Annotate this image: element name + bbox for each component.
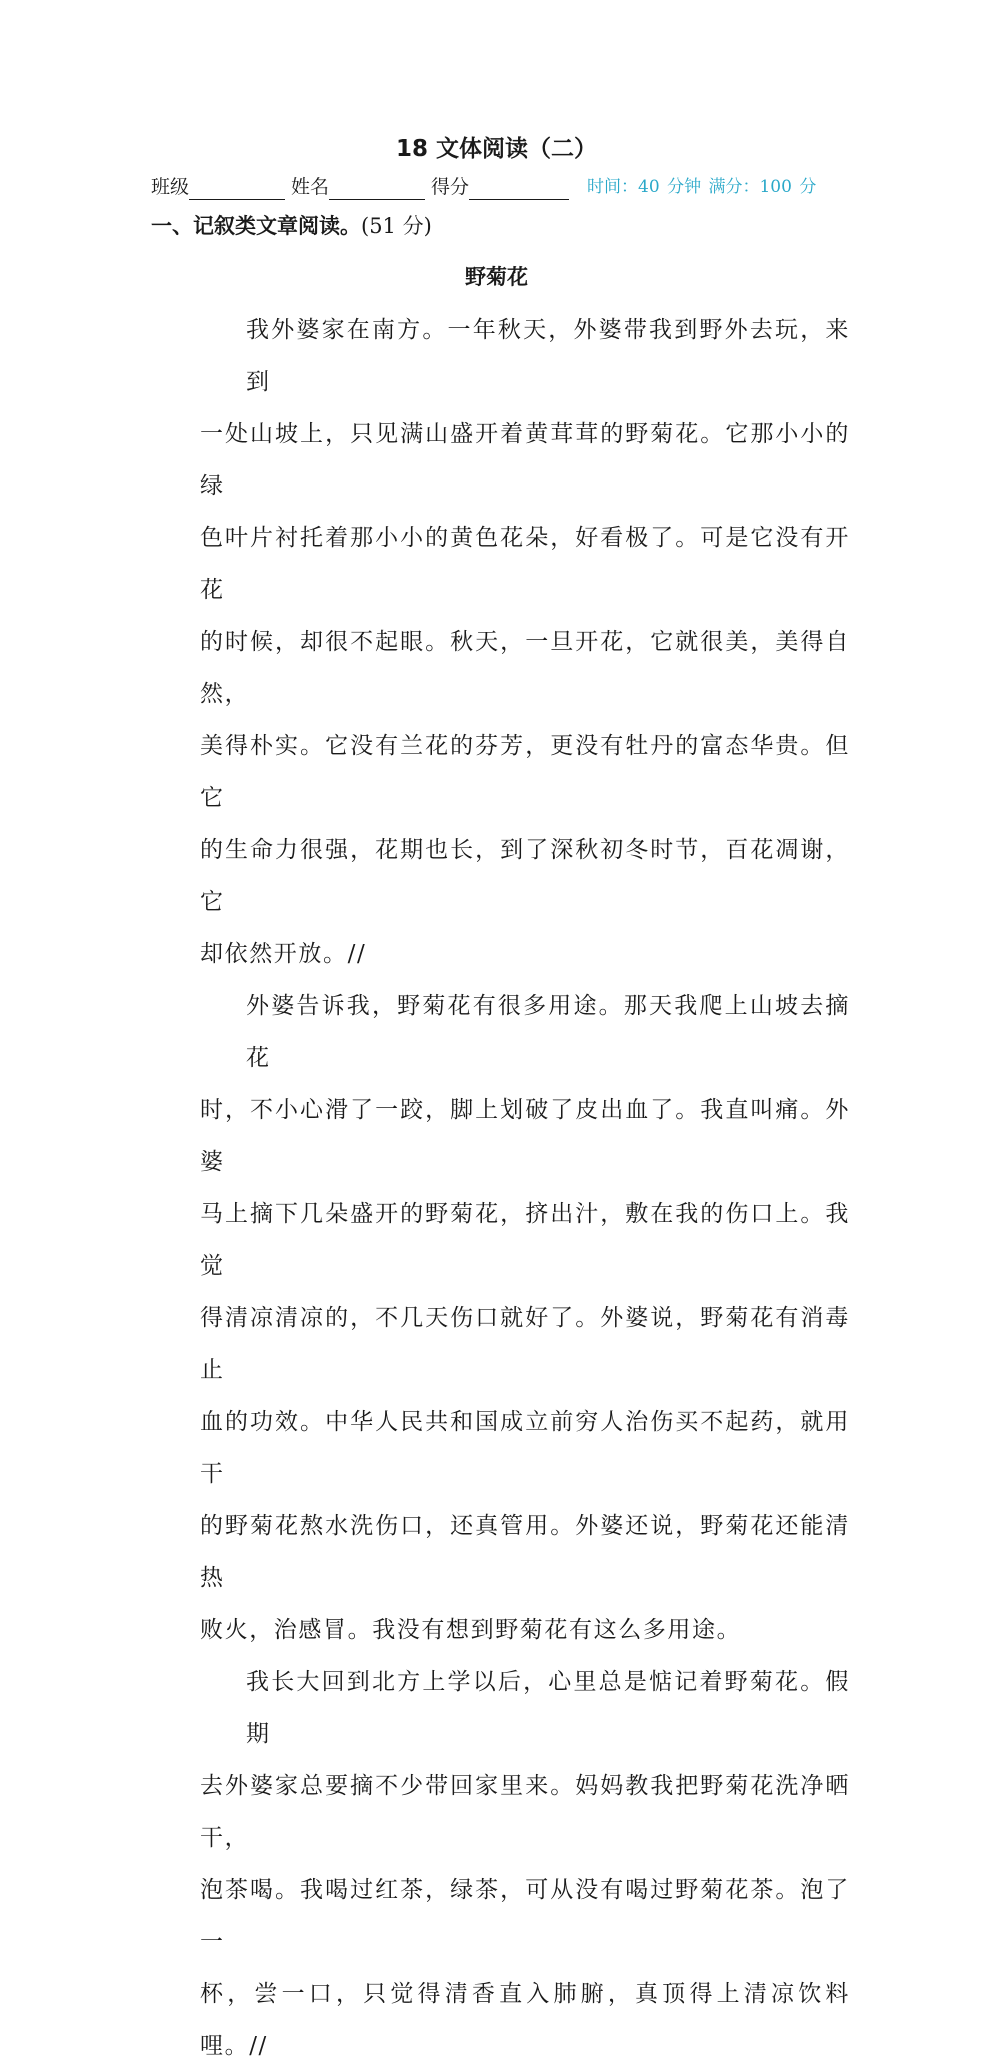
document-title: 18 文体阅读（二） [395, 136, 597, 162]
text-line: 的时候，却很不起眼。秋天，一旦开花，它就很美，美得自然， [200, 629, 850, 707]
text-line: 色叶片衬托着那小小的黄色花朵，好看极了。可是它没有开花 [200, 525, 850, 603]
text-line: 外婆告诉我，野菊花有很多用途。那天我爬上山坡去摘花 [246, 993, 850, 1071]
story-body [200, 304, 850, 2072]
section-heading-text: 一、记叙类文章阅读。 [151, 214, 361, 238]
text-line: 杯，尝一口，只觉得清香直入肺腑，真顶得上清凉饮料哩。// [200, 1981, 850, 2059]
text-line: 一处山坡上，只见满山盛开着黄茸茸的野菊花。它那小小的绿 [200, 421, 850, 499]
section-heading [151, 211, 432, 241]
score-blank [469, 177, 569, 200]
class-blank [189, 177, 285, 200]
text-line: 得清凉清凉的，不几天伤口就好了。外婆说，野菊花有消毒止 [200, 1305, 850, 1383]
name-blank [329, 177, 425, 200]
text-line: 去外婆家总要摘不少带回家里来。妈妈教我把野菊花洗净晒干， [200, 1773, 850, 1851]
section-points: (51 分) [361, 214, 432, 238]
class-label: 班级 [151, 176, 190, 198]
time-score-info: 时间：40 分钟 满分：100 分 [587, 177, 817, 197]
name-label: 姓名 [291, 176, 330, 198]
student-info-row [151, 172, 816, 200]
text-line: 泡茶喝。我喝过红茶，绿茶，可从没有喝过野菊花茶。泡了一 [200, 1877, 850, 1955]
text-line: 却依然开放。// [200, 941, 367, 967]
text-line: 血的功效。中华人民共和国成立前穷人治伤买不起药，就用干 [200, 1409, 850, 1487]
text-line: 的野菊花熬水洗伤口，还真管用。外婆还说，野菊花还能清热 [200, 1513, 850, 1591]
text-line: 美得朴实。它没有兰花的芬芳，更没有牡丹的富态华贵。但它 [200, 733, 850, 811]
story-title: 野菊花 [465, 265, 528, 289]
paragraph-1 [200, 304, 850, 980]
text-line: 的生命力很强，花期也长，到了深秋初冬时节，百花凋谢，它 [200, 837, 850, 915]
text-line: 我外婆家在南方。一年秋天，外婆带我到野外去玩，来到 [246, 317, 850, 395]
paragraph-3 [200, 1656, 850, 2072]
text-line: 我长大回到北方上学以后，心里总是惦记着野菊花。假期 [246, 1669, 850, 1747]
score-label: 得分 [431, 176, 470, 198]
text-line: 马上摘下几朵盛开的野菊花，挤出汁，敷在我的伤口上。我觉 [200, 1201, 850, 1279]
text-line: 败火，治感冒。我没有想到野菊花有这么多用途。 [200, 1617, 742, 1643]
text-line: 时，不小心滑了一跤，脚上划破了皮出血了。我直叫痛。外婆 [200, 1097, 850, 1175]
paragraph-2 [200, 980, 850, 1656]
